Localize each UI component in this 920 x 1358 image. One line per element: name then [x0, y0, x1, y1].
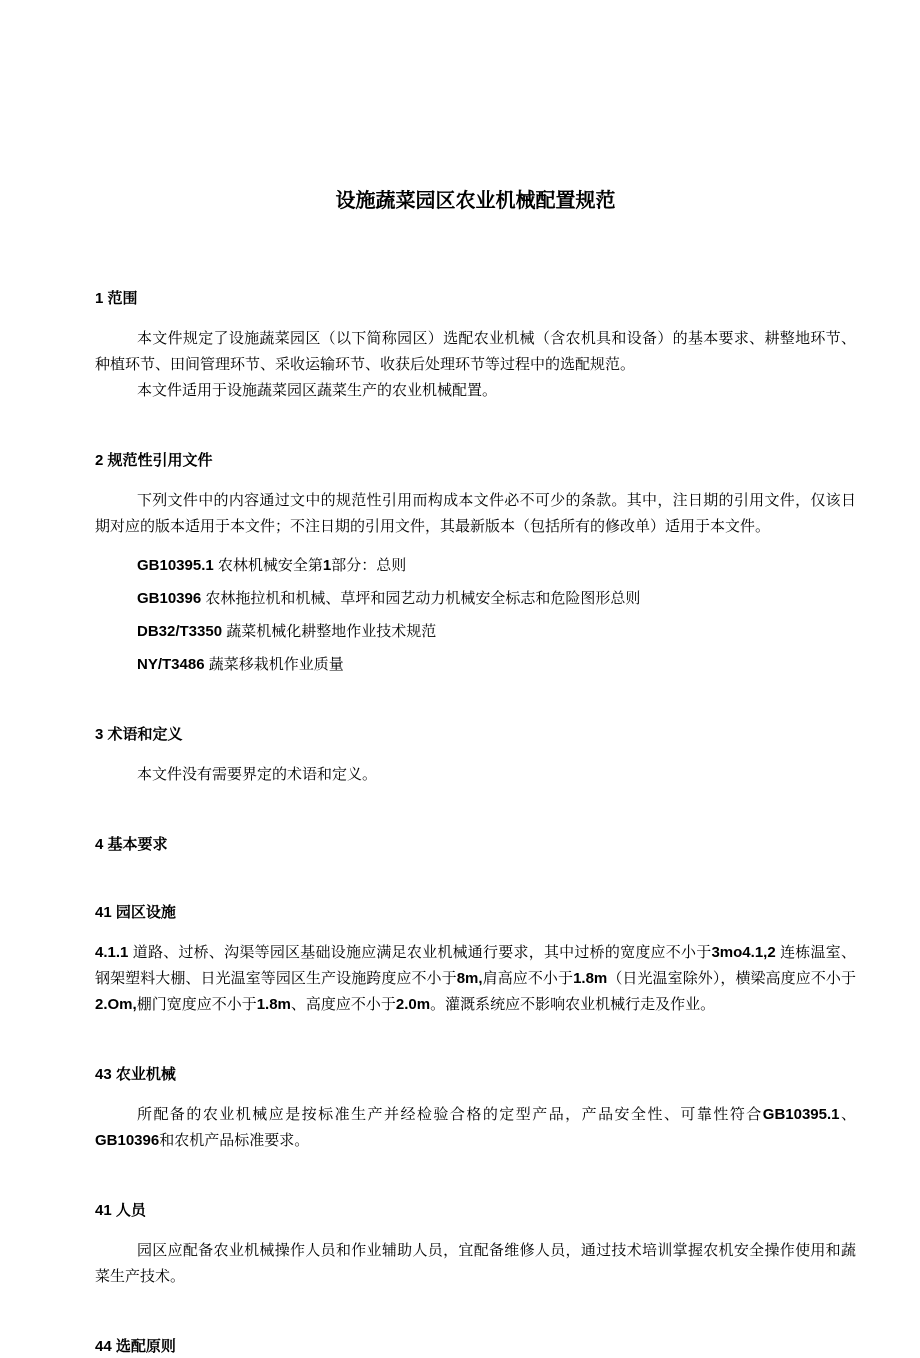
heading-terms-definitions: 3 术语和定义	[95, 726, 183, 743]
scope-paragraph-2: 本文件适用于设施蔬菜园区蔬菜生产的农业机械配置。	[137, 382, 498, 399]
personnel-paragraph: 园区应配备农业机械操作人员和作业辅助人员，宜配备维修人员，通过技术培训掌握农机安全操作使用和蔬菜生产技术。	[95, 1242, 856, 1285]
heading-basic-requirements: 4 基本要求	[95, 836, 168, 853]
heading-selection-principles: 44 选配原则	[95, 1338, 176, 1355]
reference-item: DB32/T3350 蔬菜机械化耕整地作业技术规范	[137, 623, 437, 640]
heading-agricultural-machinery: 43 农业机械	[95, 1066, 176, 1083]
scope-paragraph-1: 本文件规定了设施蔬菜园区（以下简称园区）选配农业机械（含农机具和设备）的基本要求、耕整地环节、种植环节、田间管理环节、采收运输环节、收获后处理环节等过程中的选配规范。	[95, 330, 856, 373]
reference-item: GB10395.1 农林机械安全第1部分：总则	[137, 557, 407, 574]
heading-park-facilities: 41 园区设施	[95, 904, 176, 921]
terms-paragraph: 本文件没有需要界定的术语和定义。	[137, 766, 378, 783]
heading-scope: 1 范围	[95, 290, 138, 307]
machinery-paragraph: 所配备的农业机械应是按标准生产并经检验合格的定型产品，产品安全性、可靠性符合GB10395.1、GB10396和农机产品标准要求。	[95, 1106, 856, 1149]
heading-normative-references: 2 规范性引用文件	[95, 452, 213, 469]
document-title: 设施蔬菜园区农业机械配置规范	[335, 190, 616, 212]
heading-personnel: 41 人员	[95, 1202, 146, 1219]
facilities-paragraph: 4.1.1 道路、过桥、沟渠等园区基础设施应满足农业机械通行要求，其中过桥的宽度应不小于3mo4.1,2 连栋温室、钢架塑料大棚、日光温室等园区生产设施跨度应不小于8m,肩高应不小于1.8m（日光温室除外），横梁高度应不小于2.Om,棚门宽度应不小于1.8m、高度应不小于2.0m。灌溉系统应不影响农业机械行走及作业。	[95, 944, 856, 1013]
reference-item: NY/T3486 蔬菜移栽机作业质量	[137, 656, 344, 673]
reference-item: GB10396 农林拖拉机和机械、草坪和园艺动力机械安全标志和危险图形总则	[137, 590, 641, 607]
references-intro-paragraph: 下列文件中的内容通过文中的规范性引用而构成本文件必不可少的条款。其中，注日期的引用文件，仅该日期对应的版本适用于本文件；不注日期的引用文件，其最新版本（包括所有的修改单）适用于本文件。	[95, 492, 856, 535]
